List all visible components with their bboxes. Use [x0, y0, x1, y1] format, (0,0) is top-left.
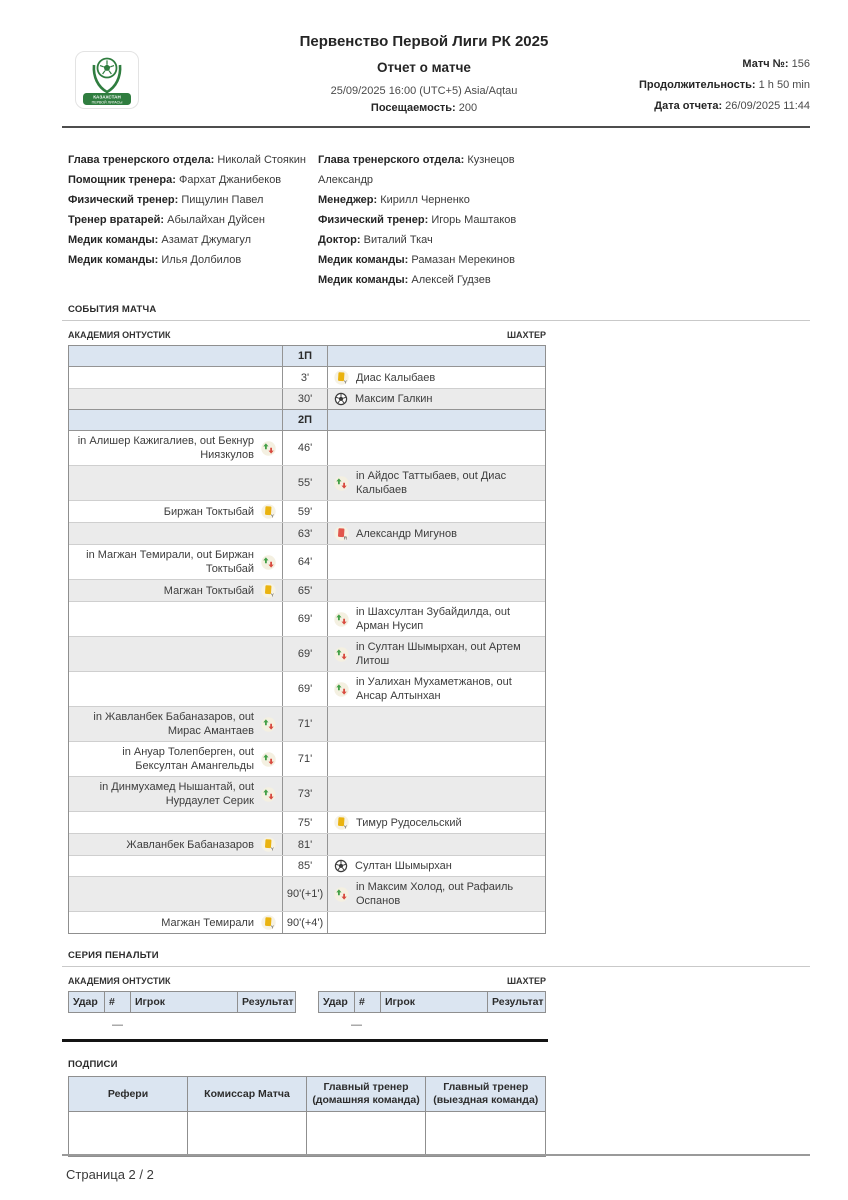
event-text: Биржан Токтыбай: [163, 505, 254, 518]
event-row: [69, 911, 545, 933]
staff-line: Помощник тренера: Фархат Джанибеков: [68, 174, 282, 186]
events-section-title: СОБЫТИЯ МАТЧА: [68, 304, 157, 315]
substitution-icon: [334, 682, 349, 697]
match-number-label: Матч №:: [742, 58, 789, 70]
event-row: [69, 522, 545, 544]
substitution-icon: [261, 555, 276, 570]
penalties-section-divider: [62, 966, 810, 967]
event-row: [69, 388, 545, 409]
penalties-home-team-name: АКАДЕМИЯ ОНТУСТИК: [68, 976, 171, 986]
report-date-value: 26/09/2025 11:44: [725, 100, 810, 112]
events-section-divider: [62, 320, 810, 321]
league-logo-image: [75, 51, 139, 109]
penalty-tables: [68, 991, 848, 1013]
event-row: [69, 579, 545, 601]
penalty-table-away: [318, 991, 546, 1013]
staff-home: [68, 150, 318, 290]
substitution-icon: [334, 887, 349, 902]
substitution-icon: [261, 441, 276, 456]
event-time: 71': [282, 742, 328, 776]
substitution-icon: [261, 717, 276, 732]
event-text: in Айдос Таттыбаев, out Диас Калыбаев: [356, 470, 507, 496]
staff-line: Медик команды: Илья Долбилов: [68, 254, 242, 266]
event-text: in Магжан Темирали, out Биржан Токтыбай: [86, 549, 254, 575]
signature-empty-cell: [188, 1111, 307, 1156]
staff-role-label: Медик команды:: [318, 274, 409, 286]
penalties-away-team-name: ШАХТЕР: [506, 976, 546, 986]
event-text: Жавланбек Бабаназаров: [126, 838, 254, 851]
event-time: 63': [282, 523, 328, 544]
substitution-icon: [261, 752, 276, 767]
event-text: in Шахсултан Зубайдилда, out Арман Нусип: [356, 606, 511, 632]
penalty-column-header: Игрок: [381, 992, 488, 1012]
event-row: [69, 811, 545, 833]
match-duration: [639, 75, 810, 96]
staff-role-label: Физический тренер:: [68, 194, 179, 206]
event-time: 65': [282, 580, 328, 601]
signatures-section: [68, 1059, 848, 1157]
staff-role-label: Менеджер:: [318, 194, 378, 206]
event-row: [69, 876, 545, 911]
svg-text:Y: Y: [270, 514, 274, 519]
event-time: 75': [282, 812, 328, 833]
report-date: [639, 96, 810, 117]
signature-column-header: Главный тренер (выездная команда): [433, 1081, 539, 1106]
event-row: [69, 636, 545, 671]
staff-line: Тренер вратарей: Абылайхан Дуйсен: [68, 214, 265, 226]
penalty-column-header: #: [105, 992, 131, 1012]
goal-icon: [334, 392, 348, 406]
event-row: [69, 671, 545, 706]
period-row: [69, 346, 545, 366]
signatures-body-row: [69, 1111, 545, 1156]
event-row: [69, 430, 545, 465]
staff-away: [318, 150, 568, 290]
yellow-card-icon: [261, 583, 276, 598]
event-row: [69, 465, 545, 500]
event-time: 46': [282, 431, 328, 465]
staff-role-label: Тренер вратарей:: [68, 214, 165, 226]
away-team-name: ШАХТЕР: [506, 330, 546, 340]
penalties-section: [68, 950, 848, 1042]
yellow-card-icon: [261, 837, 276, 852]
event-time: 64': [282, 545, 328, 579]
staff-role-label: Медик команды:: [318, 254, 409, 266]
penalty-empty-home: —: [112, 1019, 123, 1031]
event-time: 85': [282, 856, 328, 876]
svg-text:Y: Y: [270, 925, 274, 930]
staff-line: Глава тренерского отдела: Кузнецов Александр: [318, 154, 515, 186]
substitution-icon: [334, 476, 349, 491]
logo-text-line2: ПЕРВОЙ ЛИГАСЫ: [91, 100, 123, 105]
match-number-value: 156: [791, 58, 810, 70]
red-card-icon: [334, 526, 349, 541]
event-text: Тимур Рудосельский: [356, 816, 462, 829]
staff-line: Медик команды: Алексей Гудзев: [318, 274, 491, 286]
penalty-table-home: [68, 991, 296, 1013]
event-row: [69, 706, 545, 741]
report-subtitle: Отчет о матче: [377, 60, 471, 75]
staff-role-label: Медик команды:: [68, 234, 159, 246]
match-duration-value: 1 h 50 min: [758, 79, 810, 91]
signature-empty-cell: [69, 1111, 188, 1156]
staff-line: Физический тренер: Пищулин Павел: [68, 194, 264, 206]
staff-role-label: Медик команды:: [68, 254, 159, 266]
event-text: Максим Галкин: [355, 393, 433, 405]
event-row: [69, 776, 545, 811]
staff-line: Менеджер: Кирилл Черненко: [318, 194, 470, 206]
penalty-column-header: Результат: [492, 996, 544, 1008]
match-duration-label: Продолжительность:: [638, 79, 756, 91]
signatures-section-title: ПОДПИСИ: [68, 1059, 118, 1070]
events-section: [68, 304, 848, 934]
substitution-icon: [334, 612, 349, 627]
event-text: in Ануар Толепберген, out Бексултан Амангельды: [122, 746, 254, 772]
header-meta: [639, 54, 810, 117]
period-label: 2П: [282, 410, 328, 430]
staff-line: Физический тренер: Игорь Маштаков: [318, 214, 517, 226]
period-label: 1П: [282, 346, 328, 366]
event-text: in Максим Холод, out Рафаиль Оспанов: [356, 881, 514, 907]
penalty-column-header: Удар: [69, 992, 105, 1012]
logo-text-line1: КАЗАХСТАН: [93, 94, 121, 100]
staff-role-label: Доктор:: [318, 234, 361, 246]
event-row: [69, 855, 545, 876]
svg-text:Y: Y: [270, 593, 274, 598]
event-time: 55': [282, 466, 328, 500]
events-team-row: [68, 330, 546, 340]
event-time: 3': [282, 367, 328, 388]
league-logo: [75, 51, 139, 109]
event-text: in Султан Шымырхан, out Артем Литош: [356, 641, 521, 667]
event-time: 90'(+4'): [282, 912, 328, 933]
match-number: [639, 54, 810, 75]
staff-role-label: Помощник тренера:: [68, 174, 176, 186]
event-text: in Алишер Кажигалиев, out Бекнур Ниязкулов: [77, 435, 254, 461]
svg-text:Y: Y: [270, 847, 274, 852]
period-row: [69, 409, 545, 430]
header-divider: [62, 126, 810, 128]
staff-line: Медик команды: Азамат Джумагул: [68, 234, 252, 246]
event-text: Магжан Темирали: [161, 916, 254, 929]
staff-line: Доктор: Виталий Ткач: [318, 234, 433, 246]
home-team-name: АКАДЕМИЯ ОНТУСТИК: [68, 330, 171, 340]
event-time: 30': [282, 389, 328, 409]
staff-role-label: Физический тренер:: [318, 214, 429, 226]
penalties-bottom-rule: [62, 1039, 548, 1042]
event-time: 69': [282, 672, 328, 706]
signature-column-header: Главный тренер (домашняя команда): [307, 1077, 426, 1111]
svg-text:Y: Y: [343, 380, 347, 385]
signature-column-header: Рефери: [69, 1077, 188, 1111]
event-time: 69': [282, 637, 328, 671]
penalty-empty-away: —: [351, 1019, 362, 1031]
event-row: [69, 741, 545, 776]
event-row: [69, 366, 545, 388]
goal-icon: [334, 859, 348, 873]
svg-text:Y: Y: [343, 825, 347, 830]
yellow-card-icon: [334, 815, 349, 830]
event-time: 90'(+1'): [282, 877, 328, 911]
substitution-icon: [334, 647, 349, 662]
event-text: Диас Калыбаев: [356, 371, 436, 384]
event-row: [69, 601, 545, 636]
events-table: [68, 345, 546, 934]
signatures-header-row: [69, 1077, 545, 1111]
page-number: Страница 2 / 2: [66, 1167, 154, 1182]
event-time: 73': [282, 777, 328, 811]
report-header: [0, 0, 848, 127]
signature-empty-cell: [307, 1111, 426, 1156]
penalties-section-title: СЕРИЯ ПЕНАЛЬТИ: [68, 950, 159, 961]
event-row: [69, 544, 545, 579]
event-row: [69, 500, 545, 522]
event-row: [69, 833, 545, 855]
event-text: Султан Шымырхан: [355, 860, 452, 872]
event-text: in Динмухамед Нышантай, out Нурдаулет Серик: [99, 781, 254, 807]
event-text: in Жавланбек Бабаназаров, out Мирас Амантаев: [93, 711, 254, 737]
penalty-column-header: #: [355, 992, 381, 1012]
event-text: Александр Мигунов: [356, 527, 457, 540]
penalty-empty-row: [68, 1019, 546, 1031]
event-text: Магжан Токтыбай: [163, 584, 254, 597]
attendance-value: 200: [458, 102, 478, 114]
penalty-column-header: Результат: [242, 996, 294, 1008]
penalty-column-header: Удар: [319, 992, 355, 1012]
staff-role-label: Глава тренерского отдела:: [318, 154, 465, 166]
event-text: in Уалихан Мухаметжанов, out Ансар Алтынхан: [356, 676, 512, 702]
yellow-card-icon: [261, 915, 276, 930]
yellow-card-icon: [334, 370, 349, 385]
signatures-table: [68, 1076, 546, 1157]
substitution-icon: [261, 787, 276, 802]
penalties-team-row: [68, 976, 546, 986]
report-title: Первенство Первой Лиги РК 2025: [299, 33, 549, 50]
attendance-label: Посещаемость:: [370, 102, 456, 114]
yellow-card-icon: [261, 504, 276, 519]
penalty-column-header: Игрок: [131, 992, 238, 1012]
event-time: 59': [282, 501, 328, 522]
match-datetime: 25/09/2025 16:00 (UTC+5) Asia/Aqtau: [330, 85, 518, 97]
staff-role-label: Глава тренерского отдела:: [68, 154, 215, 166]
signature-column-header: Комиссар Матча: [188, 1077, 307, 1111]
event-time: 69': [282, 602, 328, 636]
footer-divider: [62, 1154, 810, 1156]
staff-line: Медик команды: Рамазан Мерекинов: [318, 254, 515, 266]
event-time: 71': [282, 707, 328, 741]
svg-text:R: R: [343, 536, 348, 541]
signature-empty-cell: [426, 1111, 546, 1156]
staff-line: Глава тренерского отдела: Николай Стоякин: [68, 154, 306, 166]
staff-section: [68, 150, 848, 290]
event-time: 81': [282, 834, 328, 855]
report-date-label: Дата отчета:: [654, 100, 723, 112]
